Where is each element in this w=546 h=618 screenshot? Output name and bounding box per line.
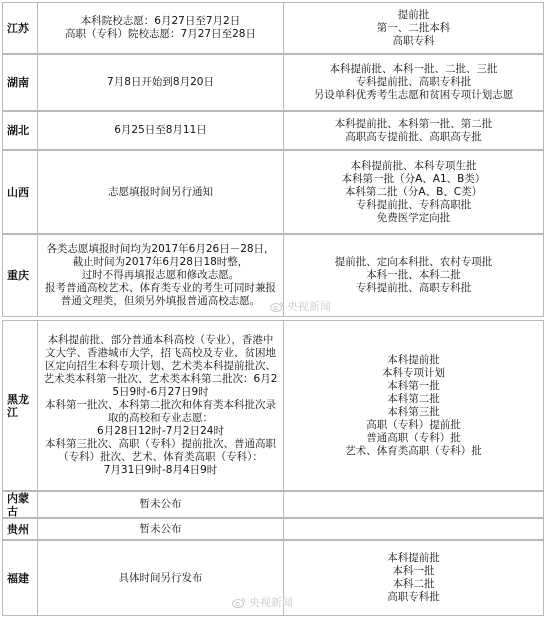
table-row-guizhou [0,518,546,540]
time-line: 7月8日开始到8月20日 [107,76,214,88]
table-row-hubei [0,111,546,150]
batch-line: 本科二批 [392,578,435,590]
batch-line: 本科第一批 [387,379,440,392]
batch-line: 提前批、定向本科批、农村专项批 [334,256,493,268]
time-line: （专科）批次、艺术、体育类高职（专科）： [58,451,263,463]
batch-line: 本科第三批 [387,405,440,418]
batch-line: 本科提前批 [387,552,440,564]
batch-line: 专科提前批、专科高职批 [355,198,472,211]
time-line: 7月31日9时-8月4日9时 [103,464,218,476]
time-line: 本科第三批次、高职（专科）提前批次、普通高职 [45,438,276,450]
batch-cell [284,540,544,616]
time-line: 普通文理类，但须另外填报普通高校志愿。 [60,295,261,307]
time-line: 具体时间另行发布 [118,571,203,584]
batch-line: 本科一批、本科二批 [366,269,461,281]
province-cell: 贵州 [2,518,38,540]
time-line: 艺术类本科第一批次、艺术类本科第二批次：6月2 [43,373,278,385]
batch-cell [284,518,544,540]
batch-line: 高职（专科）提前批 [366,418,461,431]
batch-line: 提前批 [397,8,430,21]
batch-line: 普通高职（专科）批 [366,431,461,444]
weibo-icon [270,301,284,312]
time-cell [38,518,284,540]
table-row-shanxi [0,150,546,234]
time-line: 本科提前批、部分普通本科高校（专业），香港中 [47,334,274,346]
province-cell: 黑龙 江 [2,320,38,491]
province-cell: 内蒙 古 [2,491,38,518]
batch-line: 本科专项计划 [382,366,445,379]
time-line: 志愿填报时间另行通知 [108,185,213,198]
batch-cell [284,320,544,491]
batch-line: 本科提前批、本科一批、二批、三批 [329,63,498,75]
batch-line: 高职专科 [392,34,435,47]
batch-line: 本科一批 [392,565,435,577]
batch-line: 第一、二批本科 [376,21,451,34]
time-line: 高职（专科）院校志愿：7月27日至28日 [65,28,256,40]
province-cell: 重庆 [2,234,38,317]
table-gap [0,317,546,320]
table-row-jiangsu [0,2,546,54]
time-line: 暂未公布 [139,498,182,510]
time-cell [38,320,284,491]
time-cell [38,54,284,111]
time-line: 取的高校和专业志愿： [108,412,213,424]
time-cell [38,491,284,518]
time-cell [38,150,284,234]
time-line: 暂未公布 [139,522,182,535]
time-cell [38,111,284,150]
batch-line: 本科第二批（分A、B、C类） [344,185,483,198]
time-cell [38,234,284,317]
time-line: 本科第一批次、本科第二批次和体育类本科批次录 [45,399,276,411]
batch-line: 艺术、体育类高职（专科）批 [345,444,482,457]
batch-line: 本科第二批 [387,392,440,405]
table-row-neimenggu [0,491,546,518]
batch-cell [284,111,544,150]
time-line: 过时不得再填报志愿和修改志愿。 [81,269,240,281]
batch-cell [284,491,544,518]
province-cell: 山西 [2,150,38,234]
batch-cell [284,2,544,54]
batch-line: 专科提前批、高职专科批 [355,282,472,294]
time-line: 截止时间为2017年6月28日18时整， [72,256,249,268]
time-cell [38,2,284,54]
batch-cell [284,150,544,234]
batch-line: 本科第一批（分A、A1、B类） [341,172,486,185]
watermark-text: 央视新闻 [249,596,293,609]
batch-line: 免费医学定向批 [376,211,451,224]
table-row-hunan [0,54,546,111]
time-line: 文大学、香港城市大学，招飞高校及专业、贫困地 [45,347,276,359]
batch-line: 本科提前批、本科第一批、第二批 [334,117,493,130]
time-line: 报考普通高校艺术、体育类专业的考生可同时兼报 [45,282,276,294]
watermark-bottom [232,596,293,609]
province-cell: 湖南 [2,54,38,111]
weibo-icon [232,597,246,608]
batch-line: 高职专科批 [387,591,440,603]
table-row-heilongjiang [0,320,546,491]
province-cell: 江苏 [2,2,38,54]
time-line: 本科院校志愿：6月27日至7月2日 [80,15,241,27]
time-line: 各类志愿填报时间均为2017年6月26日－28日， [46,243,275,255]
batch-line: 本科提前批、本科专项生批 [350,159,477,172]
batch-cell [284,54,544,111]
batch-line: 高职高专提前批、高职高专批 [345,130,482,143]
batch-line: 另设单科优秀考生志愿和贫困专项计划志愿 [313,89,514,101]
province-cell: 福建 [2,540,38,616]
time-line: 区定向招生本科专项计划、艺术类本科提前批次、 [45,360,276,372]
watermark-mid [270,300,331,313]
time-line: 6月28日12时-7月2日24时 [97,425,224,437]
watermark-text: 央视新闻 [287,300,331,313]
time-line: 5日9时-6月27日9时 [112,386,209,398]
batch-line: 本科提前批 [387,353,440,366]
province-cell: 湖北 [2,111,38,150]
batch-line: 专科提前批、高职专科批 [355,76,472,88]
time-line: 6月25日至8月11日 [114,124,207,136]
